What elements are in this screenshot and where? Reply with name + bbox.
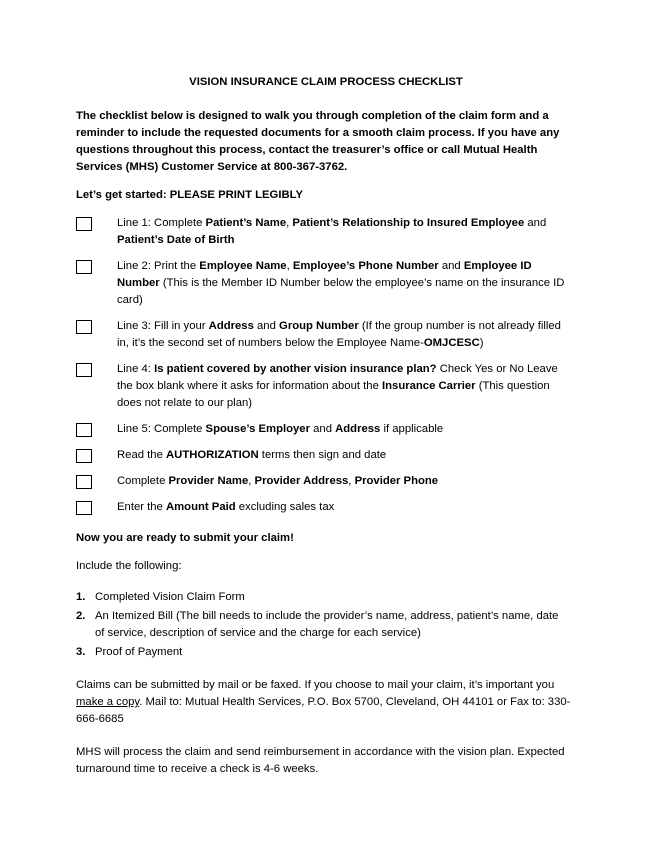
list-item-text: Completed Vision Claim Form (95, 591, 245, 603)
checklist-item-text: Complete Provider Name, Provider Address, Provider Phone (117, 475, 439, 487)
checklist-item-authorization (76, 447, 576, 464)
checklist-item-text: Read the AUTHORIZATION terms then sign and date (117, 449, 387, 461)
checklist-item-line2 (76, 258, 576, 309)
checklist-item-provider (76, 473, 576, 490)
document-title: VISION INSURANCE CLAIM PROCESS CHECKLIST (189, 76, 463, 88)
checklist-item-line5 (76, 421, 576, 438)
processing-paragraph: MHS will process the claim and send reimbursement in accordance with the vision plan. Expected turnaround time to receive a check is 4-6 weeks. (76, 746, 565, 775)
checkbox[interactable] (76, 363, 92, 377)
checklist-item-line1 (76, 215, 576, 249)
checkbox[interactable] (76, 475, 92, 489)
checklist-item-text: Line 3: Fill in your Address and Group Number (If the group number is not already filled in, it’s the second set of numbers below the Employee Name-OMJCESC) (117, 320, 561, 349)
list-item-number: 3. (76, 646, 86, 658)
checklist-item-line3 (76, 318, 576, 352)
checkbox[interactable] (76, 423, 92, 437)
list-item (76, 644, 576, 661)
list-item (76, 608, 576, 642)
checklist-item-text: Line 4: Is patient covered by another vision insurance plan? Check Yes or No Leave the box blank where it asks for information about the Insurance Carrier (This question does not relate to our plan) (117, 363, 558, 409)
checklist-item-text: Line 5: Complete Spouse’s Employer and Address if applicable (117, 423, 444, 435)
mail-instructions-paragraph: Claims can be submitted by mail or be faxed. If you choose to mail your claim, it’s important you make a copy. Mail to: Mutual Health Services, P.O. Box 5700, Cleveland, OH 44101 or Fax to: 330-666-6685 (76, 679, 571, 725)
checkbox[interactable] (76, 260, 92, 274)
list-item-number: 1. (76, 591, 86, 603)
list-item-number: 2. (76, 610, 86, 622)
include-list (76, 589, 576, 661)
get-started-line: Let’s get started: PLEASE PRINT LEGIBLY (76, 189, 304, 201)
list-item-text: An Itemized Bill (The bill needs to include the provider’s name, address, patient’s name, date of service, description of service and the charge for each service) (95, 610, 559, 639)
checkbox[interactable] (76, 501, 92, 515)
checklist-item-line4 (76, 361, 576, 412)
checkbox[interactable] (76, 449, 92, 463)
list-item-text: Proof of Payment (95, 646, 183, 658)
checkbox[interactable] (76, 320, 92, 334)
checklist-item-text: Line 1: Complete Patient’s Name, Patient’s Relationship to Insured Employee and Patient’s Date of Birth (117, 217, 547, 246)
list-item (76, 589, 576, 606)
checklist-item-text: Line 2: Print the Employee Name, Employee’s Phone Number and Employee ID Number (This is the Member ID Number below the employee’s name on the insurance ID card) (117, 260, 565, 306)
submit-heading: Now you are ready to submit your claim! (76, 532, 294, 544)
checklist-item-text: Enter the Amount Paid excluding sales tax (117, 501, 335, 513)
intro-paragraph: The checklist below is designed to walk you through completion of the claim form and a reminder to include the requested documents for a smooth claim process. If you have any questions throughout this process, contact the treasurer’s office or call Mutual Health Services (MHS) Customer Service at 800-367-3762. (76, 110, 560, 173)
checklist-item-amount-paid (76, 499, 576, 516)
checkbox[interactable] (76, 217, 92, 231)
include-heading: Include the following: (76, 560, 182, 572)
